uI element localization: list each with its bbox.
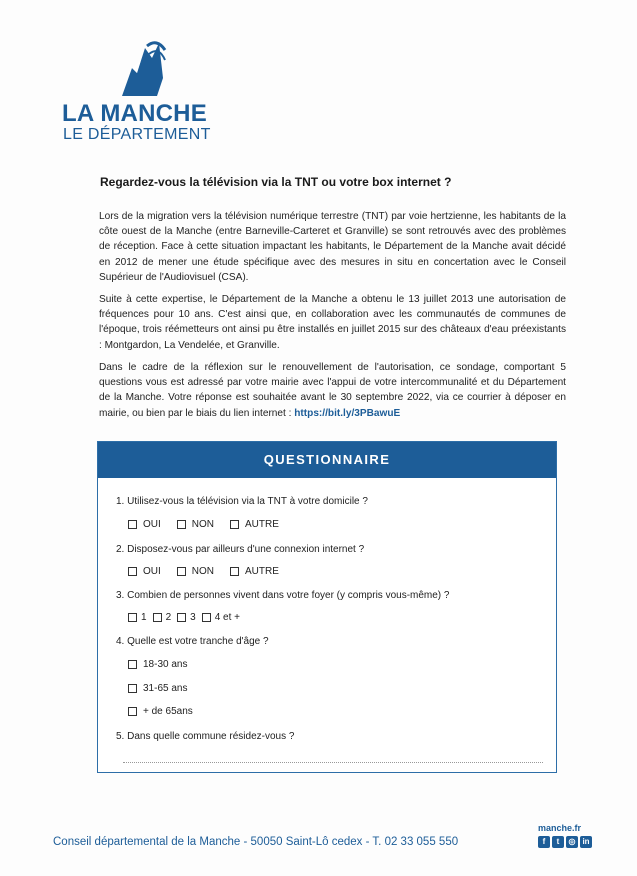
q1-option-autre[interactable]: AUTRE bbox=[230, 519, 279, 530]
checkbox-icon bbox=[230, 567, 239, 576]
page-title: Regardez-vous la télévision via la TNT ou votre box internet ? bbox=[100, 175, 452, 189]
q3-option-2[interactable]: 2 bbox=[153, 612, 172, 623]
logo-subtitle: LE DÉPARTEMENT bbox=[63, 126, 211, 143]
department-logo bbox=[62, 38, 222, 148]
checkbox-icon bbox=[177, 613, 186, 622]
checkbox-icon bbox=[177, 520, 186, 529]
website-link[interactable]: manche.fr bbox=[538, 823, 582, 833]
instagram-icon[interactable]: ◎ bbox=[566, 836, 578, 848]
la-manche-logo-icon bbox=[117, 38, 167, 98]
survey-link[interactable]: https://bit.ly/3PBawuE bbox=[294, 407, 401, 419]
commune-answer-line[interactable] bbox=[123, 762, 543, 763]
survey-paragraph bbox=[99, 360, 566, 421]
q4-option-18-30[interactable]: 18-30 ans bbox=[128, 659, 187, 670]
social-links bbox=[538, 836, 592, 848]
q4-option-65plus[interactable]: + de 65ans bbox=[128, 706, 193, 717]
question-2: 2. Disposez-vous par ailleurs d'une connexion internet ? bbox=[116, 544, 365, 555]
question-5: 5. Dans quelle commune résidez-vous ? bbox=[116, 731, 295, 742]
checkbox-icon bbox=[128, 707, 137, 716]
q2-option-autre[interactable]: AUTRE bbox=[230, 566, 279, 577]
q4-option-31-65[interactable]: 31-65 ans bbox=[128, 683, 187, 694]
linkedin-icon[interactable]: in bbox=[580, 836, 592, 848]
twitter-icon[interactable]: t bbox=[552, 836, 564, 848]
question-3-options bbox=[128, 612, 246, 623]
q1-option-oui[interactable]: OUI bbox=[128, 519, 161, 530]
question-1: 1. Utilisez-vous la télévision via la TNT à votre domicile ? bbox=[116, 496, 368, 507]
question-1-options bbox=[128, 519, 295, 530]
q1-option-non[interactable]: NON bbox=[177, 519, 214, 530]
q3-option-1[interactable]: 1 bbox=[128, 612, 147, 623]
questionnaire-title: QUESTIONNAIRE bbox=[98, 442, 556, 478]
q2-option-oui[interactable]: OUI bbox=[128, 566, 161, 577]
question-3: 3. Combien de personnes vivent dans votre foyer (y compris vous-même) ? bbox=[116, 590, 450, 601]
checkbox-icon bbox=[128, 567, 137, 576]
q2-option-non[interactable]: NON bbox=[177, 566, 214, 577]
checkbox-icon bbox=[177, 567, 186, 576]
checkbox-icon bbox=[128, 520, 137, 529]
checkbox-icon bbox=[230, 520, 239, 529]
checkbox-icon bbox=[128, 684, 137, 693]
survey-text: Dans le cadre de la réflexion sur le renouvellement de l'autorisation, ce sondage, comportant 5 questions vous est adressé par votre mairie avec l'appui de votre intercommunalité et du Département de la Manche. Votre réponse est souhaitée avant le 30 septembre 2022, via ce courrier à déposer en mairie, ou bien par le biais du lien internet : bbox=[99, 362, 566, 419]
q3-option-3[interactable]: 3 bbox=[177, 612, 196, 623]
question-2-options bbox=[128, 566, 295, 577]
checkbox-icon bbox=[153, 613, 162, 622]
checkbox-icon bbox=[128, 613, 137, 622]
q3-option-4plus[interactable]: 4 et + bbox=[202, 612, 240, 623]
intro-paragraph: Lors de la migration vers la télévision numérique terrestre (TNT) par voie hertzienne, les habitants de la côte ouest de la Manche (entre Barneville-Carteret et Granville) se sont retrouvés avec des problèmes de réception. Face à cette situation impactant les habitants, le Département de la Manche avait décidé en 2012 de mener une étude spécifique avec des mesures in situ en concertation avec le Conseil Supérieur de l'Audiovisuel (CSA). bbox=[99, 211, 566, 283]
logo-title: LA MANCHE bbox=[62, 100, 207, 127]
checkbox-icon bbox=[202, 613, 211, 622]
footer-address: Conseil départemental de la Manche - 50050 Saint-Lô cedex - T. 02 33 055 550 bbox=[53, 836, 459, 848]
expertise-paragraph: Suite à cette expertise, le Département de la Manche a obtenu le 13 juillet 2013 une autorisation de fréquences pour 10 ans. C'est ainsi que, en collaboration avec les communautés de communes de l'époque, trois réémetteurs ont ainsi pu être installés en juillet 2015 sur des châteaux d'eau préexistants : Montgardon, La Vendelée, et Granville. bbox=[99, 294, 566, 351]
checkbox-icon bbox=[128, 660, 137, 669]
question-4: 4. Quelle est votre tranche d'âge ? bbox=[116, 636, 269, 647]
facebook-icon[interactable]: f bbox=[538, 836, 550, 848]
questionnaire-box bbox=[97, 441, 557, 773]
